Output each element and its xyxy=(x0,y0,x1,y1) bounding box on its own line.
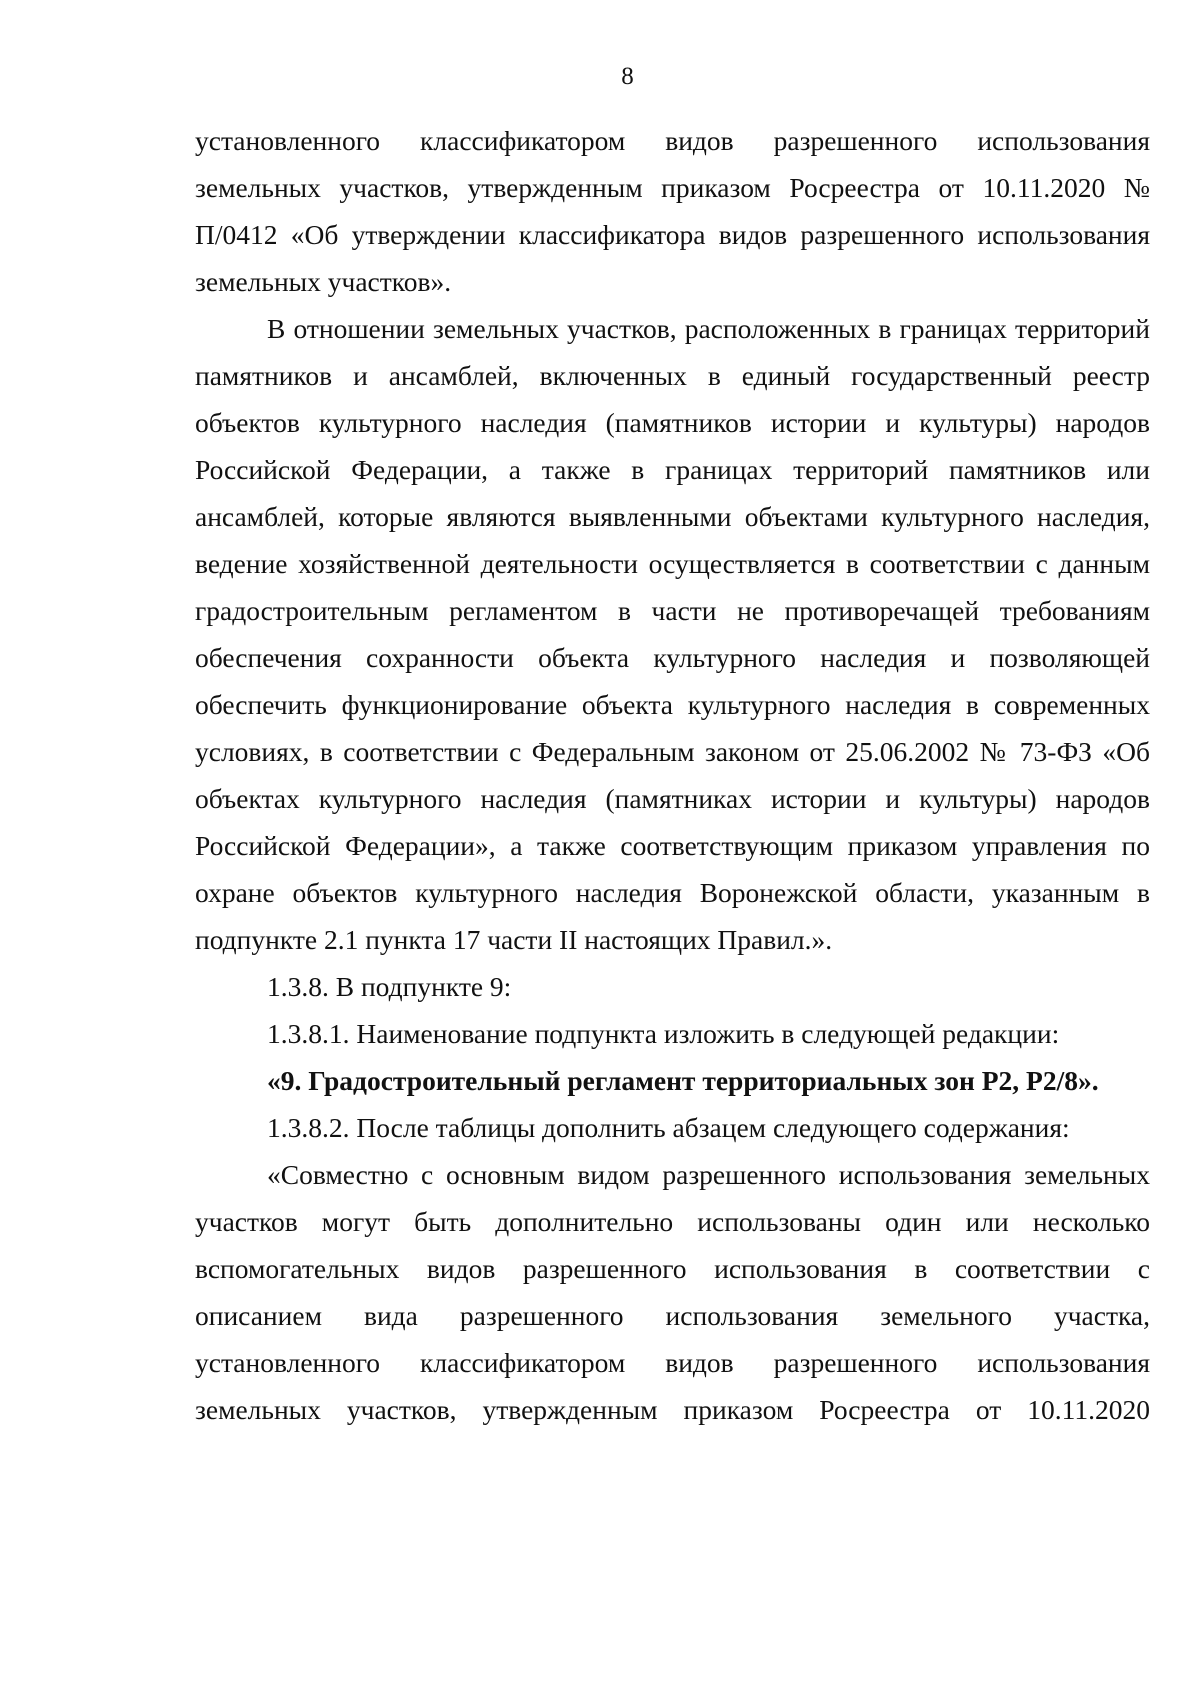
paragraph-subclause-1-3-8: 1.3.8. В подпункте 9: xyxy=(267,971,512,1002)
paragraph-subclause-1-3-8-2: 1.3.8.2. После таблицы дополнить абзацем следующего содержания: xyxy=(267,1112,1070,1143)
paragraph-section-heading: «9. Градостроительный регламент территориальных зон Р2, Р2/8». xyxy=(267,1065,1099,1096)
paragraph-auxiliary-use: «Совместно с основным видом разрешенного использования земельных участков могут быть дополнительно использованы один или несколько вспомогательных видов разрешенного использования в соответствии с описанием вида разрешенного использования земельного участка, установленного классификатором видов разрешенного использования земельных участков, утвержденным приказом Росреестра от 10.11.2020 xyxy=(195,1159,1150,1425)
page-number: 8 xyxy=(621,63,634,90)
paragraph-cultural-heritage: В отношении земельных участков, расположенных в границах территорий памятников и ансамблей, включенных в единый государственный реестр объектов культурного наследия (памятников истории и культуры) народов Российской Федерации, а также в границах территорий памятников или ансамблей, которые являются выявленными объектами культурного наследия, ведение хозяйственной деятельности осуществляется в соответствии с данным градостроительным регламентом в части не противоречащей требованиям обеспечения сохранности объекта культурного наследия и позволяющей обеспечить функционирование объекта культурного наследия в современных условиях, в соответствии с Федеральным законом от 25.06.2002 № 73-ФЗ «Об объектах культурного наследия (памятниках истории и культуры) народов Российской Федерации», а также соответствующим приказом управления по охране объектов культурного наследия Воронежской области, указанным в подпункте 2.1 пункта 17 части II настоящих Правил.». xyxy=(195,313,1150,955)
paragraph-classifier-end: установленного классификатором видов разрешенного использования земельных участков, утвержденным приказом Росреестра от 10.11.2020 № П/0412 «Об утверждении классификатора видов разрешенного использования земельных участков». xyxy=(195,125,1150,297)
document-body xyxy=(195,117,1150,1433)
paragraph-subclause-1-3-8-1: 1.3.8.1. Наименование подпункта изложить в следующей редакции: xyxy=(267,1018,1060,1049)
